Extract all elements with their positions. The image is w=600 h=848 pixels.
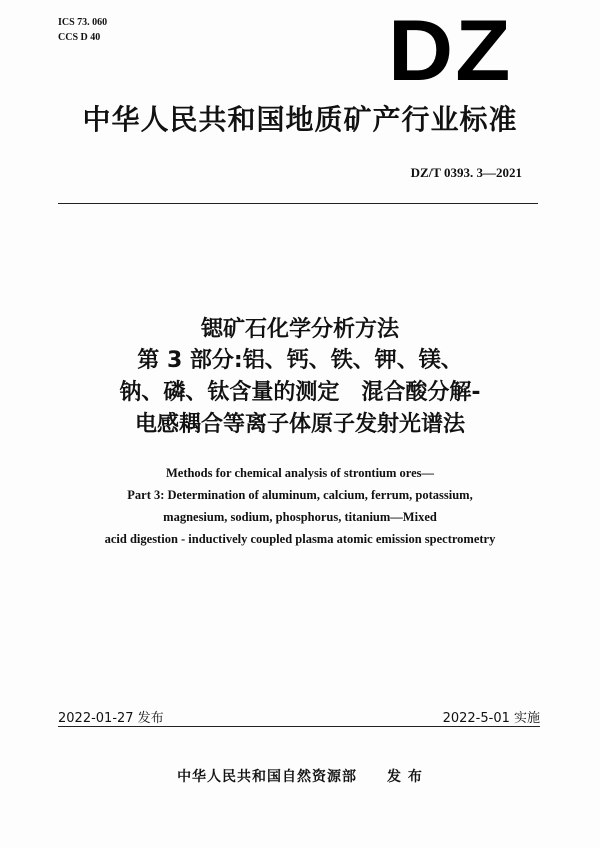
implementation-date: 2022-5-01 实施 <box>442 711 540 726</box>
chinese-title-line-4: 电感耦合等离子体原子发射光谱法 <box>134 412 465 437</box>
top-divider <box>58 203 538 204</box>
bottom-divider <box>58 726 540 727</box>
english-title-line-2: Part 3: Determination of aluminum, calcium, ferrum, potassium, <box>127 488 473 502</box>
chinese-title-line-1: 锶矿石化学分析方法 <box>200 317 399 342</box>
publish-date: 2022-01-27 发布 <box>58 711 164 726</box>
english-title-line-1: Methods for chemical analysis of strontium ores— <box>165 466 435 480</box>
standard-category-title: 中华人民共和国地质矿产行业标准 <box>82 103 518 136</box>
ccs-code: CCS D 40 <box>58 32 101 43</box>
standard-number: DZ/T 0393. 3—2021 <box>410 165 522 180</box>
ics-code: ICS 73. 060 <box>58 17 108 28</box>
issuing-authority: 中华人民共和国自然资源部 发 布 <box>177 769 423 785</box>
chinese-title-line-2: 第 3 部分:铝、钙、铁、钾、镁、 <box>137 348 463 373</box>
chinese-title-line-3: 钠、磷、钛含量的测定 混合酸分解- <box>119 380 481 405</box>
dz-logo: DZ <box>388 3 513 99</box>
english-title-line-4: acid digestion - inductively coupled plasma atomic emission spectrometry <box>104 532 496 546</box>
english-title-line-3: magnesium, sodium, phosphorus, titanium—Mixed <box>163 510 437 524</box>
